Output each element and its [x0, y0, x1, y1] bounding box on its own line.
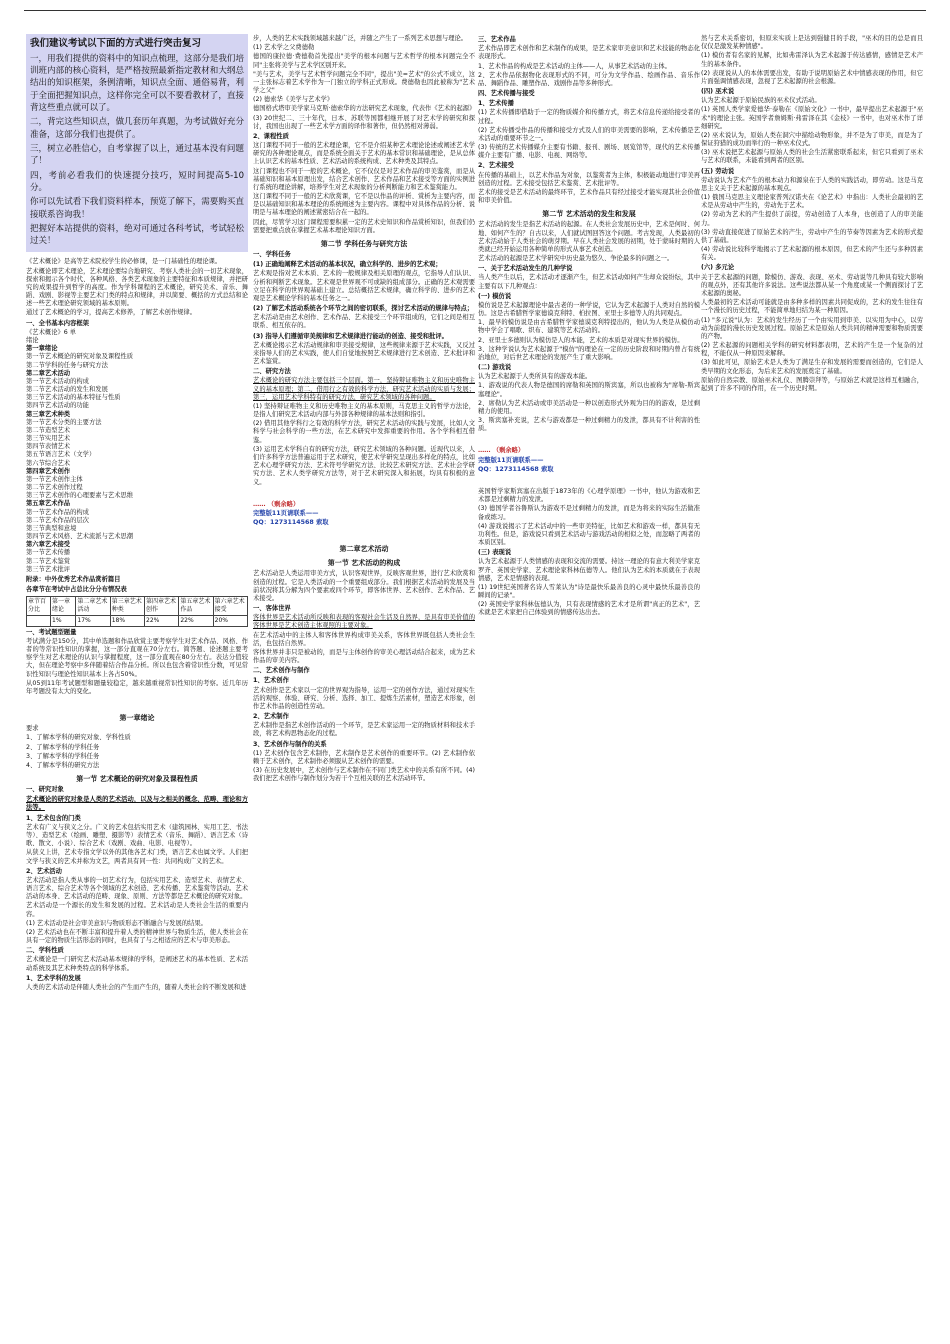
section-heading: 1、艺术传播 [478, 100, 514, 108]
column-1 [26, 34, 248, 1330]
toc-chapter: 第五章艺术作品 [26, 500, 71, 508]
paragraph: 然与艺术关系密切，但原来实质上是达到强健目的手段，"巫术的目的总是而且仅仅是激发某种情感"。 [701, 35, 923, 51]
paragraph: (3) 劳动直接促进了原始艺术的产生，劳动中产生的节奏等因素为艺术的形式提供了基础。 [701, 228, 923, 244]
paragraph: (1) 俄国马克思主义理论家普列汉诺夫在《论艺术》中指出：人类社会最初的艺术是从劳动中产生的，劳动先于艺术。 [701, 194, 923, 210]
paragraph: 1、最早的模仿说是由古希腊哲学家德谟克利特提出的，他认为人类是从模仿动物中学会了唱歌、织布、建筑等艺术活动的。 [478, 319, 700, 335]
table-header: 第一章绪论 [51, 597, 76, 616]
notice-item: 一，用我们提供的资料中的知识点梳理，这部分是我们培训班内部的核心资料，是严格按照最新指定教材和大纲总结出的知识框架，条例清晰，知识点全面、通俗易背，利于全面把握知识点，这样你完全可以不要看教材了，直接背这些重点就可以了。 [30, 53, 244, 114]
section-heading: (一) 模仿说 [478, 292, 512, 300]
paragraph: 劳动说认为艺术产生的根本动力和源泉在于人类的实践活动，即劳动。这是马克思主义关于艺术起源的基本观点。 [701, 176, 923, 192]
paragraph: 在传播的基础上，以艺术作品为对象，以鉴赏者为主体，积极能动地进行审美再创造的过程。艺术接受包括艺术鉴赏、艺术批评等。 [478, 171, 700, 187]
key-point: (2) 了解艺术活动系统各个环节之间的密切联系，探讨艺术活动的规律与特点； [253, 305, 474, 313]
notice-item: 二，背完这些知识点，做几套历年真题，为考试做好充分准备，这部分我们也提供了。 [30, 117, 244, 140]
paragraph: 艺术有广义与狭义之分。广义的艺术包括实用艺术（建筑园林、实用工艺、书法等）、造型艺术（绘画、雕塑、摄影等）表情艺术（音乐、舞蹈）、语言艺术（诗歌、散文、小说）、综合艺术（戏剧、戏曲、电影、电视等）。 [26, 823, 248, 848]
chapter-title: 第二章艺术活动 [339, 545, 389, 554]
table-cell: 22% [145, 615, 179, 626]
paragraph: 认为艺术起源于人类所具有的游戏本能。 [478, 373, 592, 381]
paragraph: (3) 传统的艺术传播媒介主要有书籍、报刊、剧场、展览馆等，现代的艺术传播媒介主要有广播、电影、电视、网络等。 [478, 144, 700, 160]
toc-item: 第三节实用艺术 [26, 435, 71, 443]
toc-item: 第二节艺术创作过程 [26, 484, 83, 492]
paragraph: 要求 [26, 725, 39, 733]
toc-item: 第四节艺术风格、艺术流派与艺术思潮 [26, 533, 134, 541]
toc-item: 第四节表情艺术 [26, 443, 71, 451]
list-item: 3、了解本学科的学科任务 [26, 752, 100, 760]
paragraph: (2) 劳动为艺术的产生提供了前提，劳动创造了人本身，也创造了人的审美能力。 [701, 211, 923, 227]
paragraph: 原始的自然宗教、原始巫术礼仪、图腾崇拜等，与原始艺术就是这样互相融合，起到了许多不同的作用，在一个历史时期。 [701, 376, 923, 392]
intro-text: 通过了艺术概论的学习，提高艺术修养，了解艺术创作规律。 [26, 309, 197, 317]
toc-item: 第二节艺术鉴赏 [26, 557, 71, 565]
paragraph: 艺术活动的起源是艺术学研究中历史最为悠久、争论最多的问题之一。 [478, 255, 674, 263]
paragraph: 考试满分是150分，其中单选题和作品欣赏主要考察学生对艺术作品、风格、作者的等常识性知识的掌握，这一部分直观在70分左右。简答题、论述题主要考察学生对艺术理论的认识与掌握程度，这一部分直观在80分左右。表达分值较大，但在理论考察中多伴随着结合作品分析。所以也包含着常识性分数，可见常识性知识与理论性知识基本上各占50%。 [26, 637, 248, 678]
paragraph: (2) 表现说从人的本体需要出发，有助于说明原始艺术中情感表现的作用，但它片面强调情感表现，忽视了艺术起源的社会根源。 [701, 69, 923, 85]
section-heading: 1、艺术学科的发展 [26, 974, 81, 982]
toc-item: 第一节艺术传播 [26, 549, 71, 557]
section-heading: 二、研究方法 [253, 368, 291, 376]
column-4 [701, 34, 923, 1330]
chapter-title: 第一章绪论 [119, 714, 155, 723]
toc-item: 第一节艺术创作主体 [26, 475, 83, 483]
table-cell: 1% [51, 615, 76, 626]
paragraph: 从05到11年考试题型和题量较稳定，越来越重视常识性知识的考察。近几年历年考题没有太大的变化。 [26, 679, 248, 695]
paragraph: (3) 德国学者谷鲁斯认为游戏不是过剩精力的发泄，而是为将来的实际生活做准备或练习。 [478, 505, 700, 521]
table-row [27, 597, 248, 616]
list-item: 2、了解本学科的学科任务 [26, 743, 100, 751]
toc-chapter: 第六章艺术接受 [26, 541, 71, 549]
paragraph: (2) 德索华《美学与艺术学》 [253, 96, 334, 104]
table-cell: 17% [76, 615, 110, 626]
paragraph: 这门课程也不同于一般的艺术概论，它不仅仅是对艺术作品的审美鉴赏，而是从基础知识和基本原理出发，结合艺术创作、艺术作品和艺术接受等方面的实例进行系统的理论讲解，培养学生对艺术现象的分析判断能力和艺术鉴赏能力。 [253, 167, 475, 191]
toc-chapter: 第三章艺术种类 [26, 410, 71, 418]
table-header: 第六章艺术接受 [213, 597, 247, 616]
paragraph: 艺术概论揭示艺术活动规律和审美接受规律，这些规律来源于艺术实践，又反过来指导人们的艺术实践，使人们自觉地按照艺术规律进行艺术创造、艺术批评和艺术鉴赏。 [253, 341, 475, 366]
paragraph: 2、艺术作品依据物化表现形式的不同，可分为文学作品、绘画作品、音乐作品、舞蹈作品、雕塑作品、戏剧作品等多种形式。 [478, 71, 700, 87]
table-header: 第五章艺术作品 [179, 597, 213, 616]
section-heading: (六) 多元论 [701, 264, 735, 272]
toc-item: 第二节学科的任务与研究方法 [26, 361, 108, 369]
toc-item: 第三节艺术创作的心理要素与艺术思维 [26, 492, 134, 500]
paragraph: 艺术制作是指艺术创作活动的一个环节，是艺术家运用一定的物质材料和技术手段，将艺术构思物态化的过程。 [253, 722, 475, 738]
table-header: 第四章艺术创作 [145, 597, 179, 616]
column-3 [478, 34, 700, 1330]
key-point: 艺术概论的研究对象是人类的艺术活动，以及与之相关的概念、范畴、理论和方法等。 [26, 796, 248, 812]
section-title: 第二节 艺术活动的发生和发展 [542, 210, 636, 219]
section-heading: 四、艺术传播与接受 [478, 90, 535, 98]
table-cell [27, 615, 51, 626]
paragraph: (2) 巫术说认为，原始人类在洞穴中描绘动物形象，并不是为了审美，而是为了保证狩猎的成功而举行的一种巫术仪式。 [701, 131, 923, 148]
intro-text: 艺术概论即艺术理论，艺术理论要综合地研究、考察人类社会的一切艺术现象，探索和揭示各个时代、各种风格、各类艺术现象的主要特征和本质规律，并把研究的成果提升到哲学的高度。作为学科课程的艺术概论，研究美术、音乐、舞蹈、戏剧、影视等主要艺术门类的特点和规律，并以简要、概括的方式总结和论述一些艺术理论研究领域的基本原则。 [26, 267, 248, 308]
paragraph: 关于艺术起源的问题，除模仿、游戏、表现、巫术、劳动说等几种具有较大影响的观点外，还有其他许多说法。这些说法都从某一个角度或某一个侧面探讨了艺术起源的奥秘。 [701, 273, 923, 297]
toc-item: 第四节艺术活动的功能 [26, 402, 89, 410]
paragraph: 这门课程不同于一般的艺术欣赏课，它不是以作品的评析、赏析为主要内容，而是以基础知识和基本理论的系统阐述为主要内容。课程中对具体作品的分析、说明是与基本理论的阐述紧密结合在一起的。 [253, 193, 475, 217]
section-heading: (三) 表现说 [478, 549, 512, 557]
paragraph: 这门课程不同于一般的艺术理论课，它不是介绍某种艺术理论论述或阐述艺术学研究的各种理论观点，而是系统全面关于艺术的基本常识和基础理论，是从总体上认识艺术的基本性质、艺术活动的系统构成、艺术种类及其特点。 [253, 142, 475, 166]
toc-heading: 一、全书基本内容框架 [26, 319, 89, 327]
paragraph: 3、斯宾塞补充说，艺术与游戏都是一种过剩精力的发泄，都具有不计利害的性质。 [478, 417, 700, 433]
paragraph: (2) 英国史学家科林伍德认为，只有表现情感的艺术才是所谓"真正的艺术"，艺术就是艺术家把自己体验到的情感传达出去。 [478, 601, 700, 617]
section-heading: (五) 劳动说 [701, 167, 735, 175]
section-title: 第二节 学科任务与研究方法 [320, 239, 408, 248]
intro-text: 《艺术概论》是高等艺术院校学生的必修课，是一门基础性的理论课。 [26, 258, 222, 266]
paragraph: (3) 在历史发展中，艺术创作与艺术制作在不同门类艺术中的关系有所不同。(4) 我们把艺术创作与制作划分为若干个互相关联的艺术活动环节。 [253, 767, 475, 783]
paragraph: 因此，尽管学习这门课程需要积累一定的艺术史知识和作品赏析知识，但我们仍需要把重点放在掌握艺术基本理论知识方面。 [253, 218, 475, 234]
notice-item: 三，树立必胜信心，自考掌握了以上，通过基本没有问题了！ [30, 143, 244, 167]
list-item: 1、了解本学科的研究对象、学科性质 [26, 734, 131, 742]
toc-item: 第一节艺术活动的构成 [26, 377, 89, 385]
section-heading: 二、学科性质 [26, 947, 64, 955]
paragraph: (3) 20世纪二、三十年代，日本、苏联等国都相继开展了对艺术学的研究和探讨，我国也出现了一些艺术学方面的译作和著作，但仍然相对薄弱。 [253, 114, 475, 130]
full-version-link[interactable]: 完整版11页请联系—— [478, 456, 544, 464]
paragraph: (4) 劳动说比较科学地揭示了艺术起源的根本原因，但艺术的产生还与多种因素有关。 [701, 246, 923, 262]
paragraph: (1) 艺术传播即借助于一定的物质媒介和传播方式，将艺术信息传递给接受者的过程。 [478, 109, 700, 125]
toc-item: 第一节艺术分类的主要方法 [26, 418, 102, 426]
paragraph: (4) 游戏说揭示了艺术活动中的一些审美特征，比如艺术和游戏一样，都具有无功利性。但是，游戏说只看到艺术活动与游戏活动的相似之处，而忽略了两者的本质区别。 [478, 522, 700, 547]
full-version-link[interactable]: 完整版11页请联系—— [253, 509, 319, 517]
paragraph: (2) 借用其他学科行之有效的科学方法，研究艺术活动的实践与发展，比如人文科学与社会科学的一些方法，在艺术研究中发挥重要的作用。各个学科相互借鉴。 [253, 420, 475, 444]
table-title: 附录：中外优秀艺术作品赏析篇目 [26, 575, 121, 583]
section-heading: 2、艺术接受 [478, 162, 514, 170]
section-heading: (二) 游戏说 [478, 364, 512, 372]
qq-contact[interactable]: QQ：1273114568 索取 [253, 519, 329, 527]
list-item: 4、了解本学科的研究方法 [26, 761, 100, 769]
section-heading: (四) 巫术说 [701, 88, 735, 96]
paragraph: 当人类产生以后，艺术活动才逐渐产生，但艺术活动如何产生却众说纷纭，其中主要有以下几种观点： [478, 274, 700, 290]
paragraph: 艺术概论是一门研究艺术活动基本规律的学科，是阐述艺术的基本性质、艺术活动系统及其艺术种类特点的科学体系。 [26, 956, 248, 972]
paragraph: 艺术作品即艺术创作和艺术制作的成果，是艺术家审美意识和艺术技能的物态化表现形式。 [478, 45, 700, 61]
paragraph: 艺术活动是一个源长的发生和发展的过程。艺术活动是人类社会生活的重要内容。 [26, 902, 248, 918]
toc-item: 第二节艺术作品的层次 [26, 516, 89, 524]
key-point: 客体世界是艺术活动所反映和表现的客观社会生活及自然界，是具有审美价值的客体世界是艺术创造主体观照的主要对象。 [253, 614, 475, 630]
key-point: (3) 指导人们遵循审美规律和艺术规律进行能动的创造、接受和批评。 [253, 332, 448, 340]
paragraph: 艺术创作是艺术家以一定的世界观为指导，运用一定的创作方法，通过对现实生活的观察、体验、研究、分析、选择、加工、提炼生活素材，塑造艺术形象，创作艺术作品的创造性劳动。 [253, 686, 475, 710]
paragraph: 德国格式塔审美学家马克斯·德索华的方法研究艺术现象，代表作《艺术的起源》 [253, 105, 475, 113]
paragraph: 模仿说是艺术起源理论中最古老的一种学说，它认为艺术起源于人类对自然的模仿。这是古希腊哲学家德谟克利特、柏拉图、亚里士多德等人的共同观点。 [478, 301, 700, 318]
paragraph: (1) 坚持辩证唯物主义和历史唯物主义的基本原则，马克思主义的哲学方法论，是指人们研究艺术活动内部与外部各种规律的基本法则和指引。 [253, 402, 475, 419]
paragraph: 3、这种学说认为艺术起源于"模仿"的理论在一定的历史阶段和时期内曾占有统治地位，对后世艺术理论的发展产生了重大影响。 [478, 345, 700, 361]
section-heading: 1、艺术创作 [253, 677, 289, 685]
column-2 [253, 34, 475, 1330]
paragraph: (3) 如此可见，原始艺术是人类为了满足生存和发展的需要而创造的，它们是人类早期的文化形态，为后来艺术的发展奠定了基础。 [701, 359, 923, 375]
table-cell: 22% [179, 615, 213, 626]
remaining-omitted: …… （剩余略） [253, 500, 300, 508]
paragraph: 客体世界并非只是被动的，而是与主体创作的审美心理活动结合起来，成为艺术作品的审美内容。 [253, 648, 475, 665]
paragraph: (1) "多元说"认为：艺术的发生经历了一个由实用到审美、以实用为中心，以劳动为前提的漫长历史发展过程。原始艺术是原始人类共同的精神需要和物质需要的产物。 [701, 316, 923, 340]
paragraph: (1) 艺术活动是社会审美意识与物质形态不断融合与发展的结果。 [26, 919, 207, 927]
top-rule [24, 10, 926, 11]
toc-item: 第三节艺术批评 [26, 565, 71, 573]
table-header: 第三章艺术种类 [110, 597, 144, 616]
toc-item: 第三节艺术活动的基本特征与性质 [26, 394, 121, 402]
section-heading: 2、艺术活动 [26, 867, 62, 875]
paragraph: 1、游戏说的代表人物是德国的席勒和英国的斯宾塞，所以也被称为"席勒-斯宾塞理论"。 [478, 382, 700, 398]
section-heading: 2、课程性质 [253, 132, 289, 140]
paragraph: 认为艺术起源于人类情感的表现和交流的需要。持这一理论的有意大利美学家克罗齐、英国史学家、艺术理论家科林伍德等人。他们认为艺术的本质就在于表现情感，艺术是情感的表现。 [478, 558, 700, 582]
toc-item: 第六节综合艺术 [26, 459, 71, 467]
section-title: 第一节 艺术活动的构成 [327, 559, 401, 568]
toc-chapter: 第一章绪论 [26, 345, 58, 353]
paragraph: 从狭义上讲，艺术专指文学以外的其他各艺术门类，语言艺术也属文学。人们把文学与狭义的艺术并称为文艺，两者具有同一性：共同构成广义的艺术。 [26, 849, 248, 865]
toc-item: 第三节典型和意境 [26, 524, 77, 532]
paragraph: (1) 模仿者有名家的见解，比如弗雷泽认为艺术起源于传达感情，感情是艺术产生的基本条件。 [701, 52, 923, 68]
paragraph: 德国的康拉德·费德勒首先提出"美学的根本问题与艺术哲学的根本问题完全不同"主张将美学与艺术学区别开来。 [253, 53, 475, 69]
score-distribution-table [26, 596, 248, 626]
paragraph: 艺术活动是人类运用审美方式，认识客观世界，反映客观世界，进行艺术欣赏和创造的过程。它是人类活动的一个重要组成部分。我们根据艺术活动的发展及当前状况将其分解为四个要素或四个环节，即客体世界、艺术创作、艺术作品、艺术接受。 [253, 570, 475, 602]
section-heading: 一、学科任务 [253, 251, 291, 259]
qq-contact[interactable]: QQ：1273114568 索取 [478, 465, 554, 473]
paragraph: 艺术的接受是艺术活动的最终环节，艺术作品只有经过接受才能实现其社会价值和审美价值。 [478, 188, 700, 205]
section-heading: 三、艺术作品 [478, 36, 516, 43]
table-subtitle: 各章节在考试中占总比分分布情况表 [26, 586, 127, 594]
section-heading: 二、艺术创作与制作 [253, 667, 310, 675]
paragraph: 艺术活动是指人类从事的一切艺术行为，包括实用艺术、造型艺术、表情艺术、语言艺术、综合艺术等各个领域的艺术创造、艺术传播、艺术鉴赏等活动。艺术活动的本身、艺术活动的范畴、现象、原则、方法等都是艺术概论的研究对象。 [26, 876, 248, 901]
toc-item: 第一节艺术概论的研究对象及课程性质 [26, 353, 134, 361]
section-heading: 一、考试题型题量 [26, 628, 77, 636]
section-heading: 3、艺术创作与制作的关系 [253, 740, 327, 748]
paragraph: (3) 运用艺术学科自有的研究方法，研究艺术领域的各种问题。近现代以来，人们许多科学方法普遍运用于艺术研究，使艺术学研究呈现出多样化的特点，比如艺术心理学研究方法、艺术符号学研究方法、比较艺术研究方法、艺术社会学研究方法、艺术人类学研究方法等，对于艺术研究深入和拓展，均具有积极的意义。 [253, 445, 475, 486]
paragraph: (1) 艺术创作包含艺术制作，艺术制作是艺术创作的重要环节。(2) 艺术制作依赖于艺术创作，艺术制作必须服从艺术创作的需要。 [253, 749, 475, 765]
paragraph: 1、艺术作品的构成是艺术活动的主体——人，从事艺术活动的主体。 [478, 62, 671, 70]
paragraph: 艺术活动是由艺术创作、艺术作品、艺术接受三个环节组成的，它们之间是相互联系、相互依存的。 [253, 314, 475, 330]
toc-chapter: 第二章艺术活动 [26, 369, 71, 377]
table-cell: 18% [110, 615, 144, 626]
paragraph: (1) 19世纪英国著名诗人雪莱认为"诗是最快乐最善良的心灵中最快乐最善良的瞬间的记录"。 [478, 583, 700, 600]
paragraph: 2、亚里士多德则认为模仿是人的本能，艺术的本质是对现实世界的模仿。 [478, 336, 684, 344]
section-heading: 一、研究对象 [26, 786, 64, 794]
table-row [27, 615, 248, 626]
toc-list [26, 329, 248, 574]
toc-chapter: 第四章艺术创作 [26, 467, 71, 475]
section-heading: 1、艺术包含的门类 [26, 814, 81, 822]
notice-title: 我们建议考试以下面的方式进行突击复习 [30, 38, 202, 49]
table-corner: 章节百分比 [27, 597, 51, 616]
paragraph: 认为艺术起源于原始民族的巫术仪式活动。 [701, 97, 821, 105]
paragraph: 艺术观是指对艺术本质、艺术的一般规律及相关原理的观点，它指导人们认识、分析和判断艺术现象。艺术观是世界观不可或缺的组成部分。正确的艺术观需要立足在科学的世界观基础上建立。总结概括艺术规律，确立科学的、进步的艺术观是艺术概论学科的基本任务之一。 [253, 270, 475, 302]
toc-item: 第一节艺术作品的构成 [26, 508, 89, 516]
paragraph: (2) 艺术活动也在不断丰富和提升着人类的精神世界与物质生活，使人类社会在具有一定的物质生活形态的同时，也具有了与之相适应的艺术与审美形态。 [26, 928, 248, 945]
toc-item: 绪论 [26, 337, 39, 344]
section-heading: 一、关于艺术活动发生的几种学说 [478, 265, 573, 273]
toc-item: 《艺术概论》6 单 [26, 328, 77, 336]
paragraph: (3) 巫术说把艺术起源与原始人类的社会生活紧密联系起来，但它只看到了巫术与艺术的联系，未能看到两者的区别。 [701, 149, 923, 165]
paragraph: 人类最初的艺术活动可能就是由多种多样的因素共同促成的，艺术的发生往往有一个漫长的历史过程，不能简单地归结为某一种原因。 [701, 299, 923, 315]
paragraph: (2) 艺术起源的问题相关学科的研究材料都表明，艺术的产生是一个复杂的过程，不能仅从一种原因来解释。 [701, 342, 923, 358]
paragraph: 2、席勒认为艺术活动或审美活动是一种以创造形式外观为目的的游戏，是过剩精力的使用。 [478, 399, 700, 415]
paragraph: "美与艺术，美学与艺术哲学问题完全不同"，提出"美=艺术"的公式不成立，这一主张标志着艺术学作为一门独立的学科正式形成。费德勒也因此被称为"艺术学之父" [253, 70, 475, 95]
study-notice [26, 34, 248, 252]
notice-item: 四，考前必看我们的快速提分技巧，短时间提高5-10分。 [30, 170, 244, 193]
table-header: 第二章艺术活动 [76, 597, 110, 616]
toc-item: 第五节语言艺术（文学） [26, 451, 96, 459]
section-title: 第一节 艺术概论的研究对象及课程性质 [76, 775, 198, 784]
key-point: 艺术概论的研究方法主要包括三个层面。第一，坚持辩证唯物主义和历史唯物主义的基本原理；第二，借用行之有效的科学方法，研究艺术活动的实质与发展；第三，运用艺术学科特有的研究方法，研究艺术领域的各种问题。 [253, 377, 475, 401]
paragraph: 在艺术活动中的主体人和客体世界构成审美关系，客体世界既包括人类社会生活，也包括自然界。 [253, 631, 475, 647]
notice-item: 你可以先试看下我们资料样本，预览了解下，需要购买直接联系咨询我！ [30, 197, 244, 220]
section-heading: 2、艺术制作 [253, 713, 289, 721]
toc-item: 第二节造型艺术 [26, 426, 71, 434]
paragraph: 人类的艺术活动是伴随人类社会的产生而产生的，随着人类社会的不断发展和进 [26, 983, 247, 991]
notice-item: 把握好本站提供的资料，绝对可通过各科考试，考试轻松过关！ [30, 223, 244, 247]
toc-item: 第二节艺术活动的发生和发展 [26, 386, 108, 394]
paragraph: (2) 艺术传播受作品的传播和接受方式及人们的审美需要的影响，艺术传播是艺术活动的重要环节之一。 [478, 126, 700, 142]
paragraph: 英国哲学家斯宾塞在出版于1873年的《心理学原理》一书中，他认为游戏和艺术都是过剩精力的发泄。 [478, 488, 700, 504]
paragraph: (1) 艺术学之父费德勒 [253, 44, 315, 52]
remaining-omitted: …… （剩余略） [478, 447, 525, 455]
paragraph: 步，人类的艺术实践领域越来越广泛，并随之产生了一系列艺术思想与理论。 [253, 35, 468, 42]
table-cell: 20% [213, 615, 247, 626]
key-point: (1) 正确地阐释艺术活动的基本状况，确立科学的、进步的艺术观； [253, 261, 442, 269]
paragraph: (1) 英国人类学家爱德华·泰勒在《原始文化》一书中，最早提出艺术起源于"巫术"的理论主张。英国学者詹姆斯·弗雷泽在其《金枝》一书中，也对巫术作了详细研究。 [701, 106, 923, 130]
section-heading: 一、客体世界 [253, 605, 291, 613]
paragraph: 艺术活动的发生是指艺术活动的起源。在人类社会发展历史中，艺术是何时、何地、如何产生的？自古以来，人们就试图回答这个问题。考古发现，人类最初的艺术活动始于人类社会的萌芽期。早在人类社会发展的初期，处于蒙昧时期的人类就已经开始运用各种简单的形式从事艺术创造。 [478, 221, 700, 253]
